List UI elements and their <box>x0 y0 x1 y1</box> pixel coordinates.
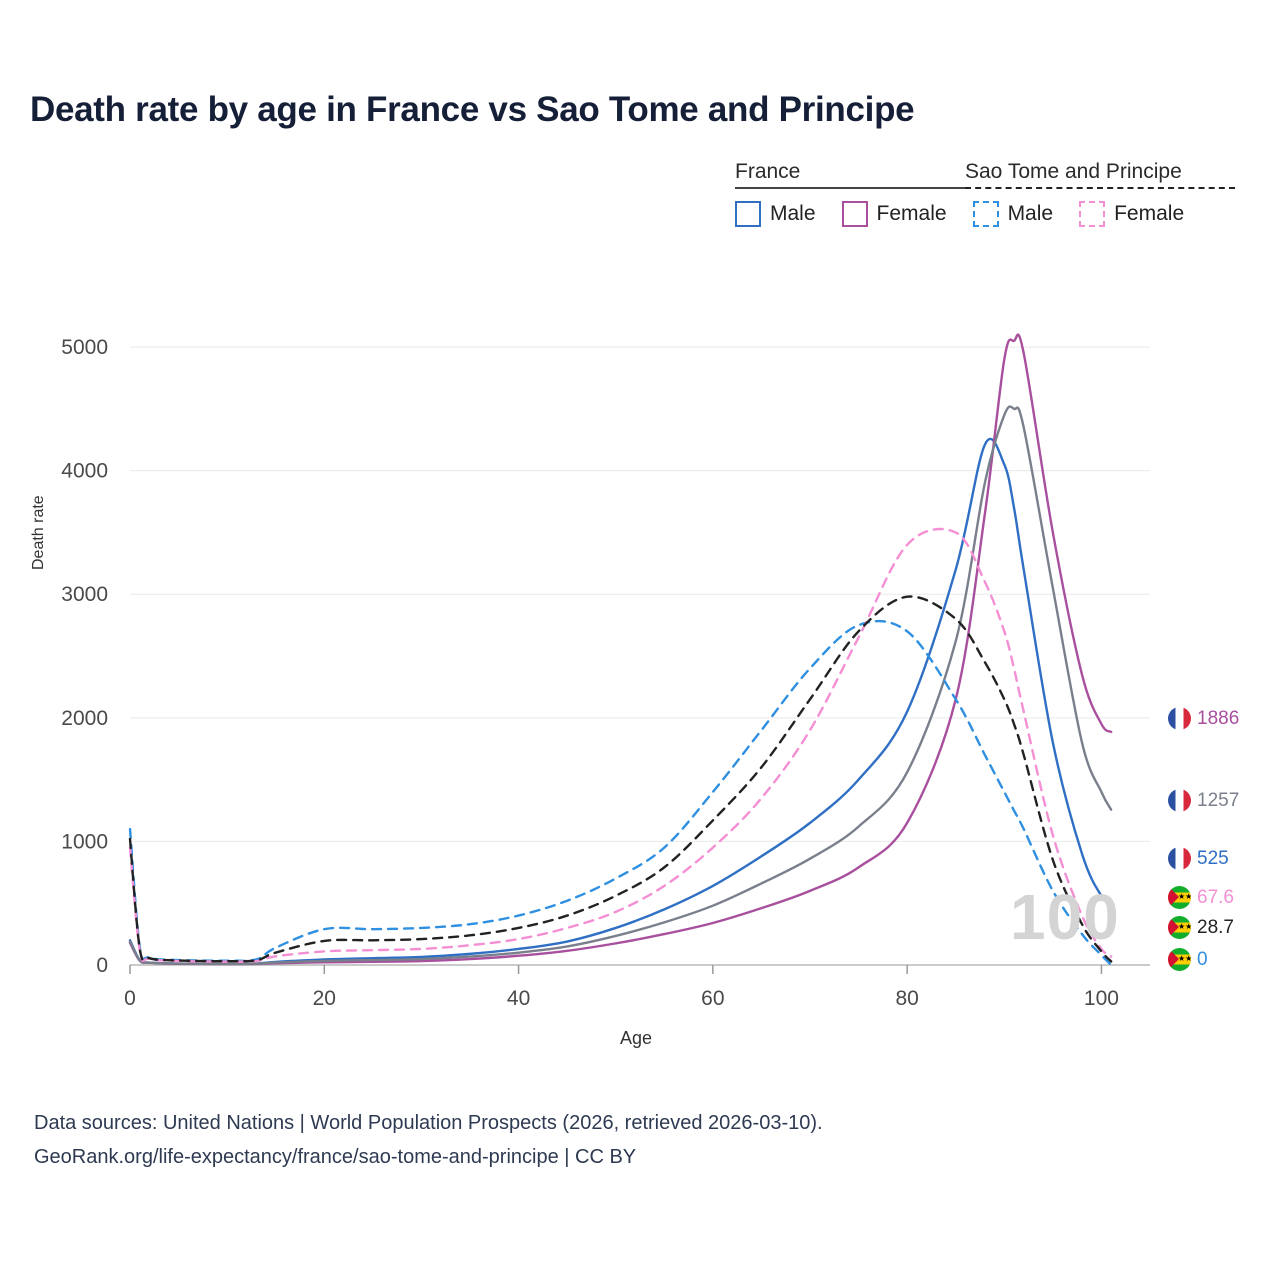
y-axis-tick-label: 4000 <box>61 459 108 483</box>
y-axis-tick-label: 2000 <box>61 706 108 730</box>
legend-label: Male <box>1007 202 1054 225</box>
series-end-label <box>1168 948 1208 971</box>
y-axis-tick-label: 0 <box>96 954 108 977</box>
y-axis-tick-label: 3000 <box>61 583 108 607</box>
chart-footer <box>34 1106 823 1174</box>
legend-label: Female <box>1114 202 1185 225</box>
series-end-label <box>1168 916 1234 939</box>
x-axis-tick-label: 40 <box>506 987 531 1010</box>
series-line <box>130 407 1111 964</box>
series-end-label <box>1168 789 1239 812</box>
series-line <box>130 439 1111 964</box>
sao-tome-flag-icon <box>1168 886 1191 909</box>
france-flag-icon <box>1168 847 1191 870</box>
series-end-label <box>1168 707 1239 730</box>
series-end-value: 1257 <box>1197 789 1240 811</box>
series-line <box>130 621 1111 965</box>
x-axis-tick-label: 60 <box>701 987 725 1010</box>
france-flag-icon <box>1168 789 1191 812</box>
series-end-value: 1886 <box>1197 707 1240 729</box>
x-axis-tick-label: 0 <box>124 987 136 1010</box>
y-axis-title: Death rate <box>30 495 47 570</box>
series-line <box>130 597 1111 962</box>
series-end-label <box>1168 886 1234 909</box>
series-end-value: 28.7 <box>1197 916 1234 938</box>
y-axis-tick-label: 1000 <box>61 830 108 854</box>
series-end-value: 0 <box>1197 948 1208 970</box>
series-end-value: 67.6 <box>1197 886 1234 908</box>
legend-label: Female <box>876 202 947 225</box>
x-axis-tick-label: 100 <box>1083 987 1119 1010</box>
watermark: 100 <box>1010 881 1120 953</box>
x-axis-title: Age <box>620 1028 653 1048</box>
x-axis-tick-label: 80 <box>895 987 919 1010</box>
legend-heading-sao-tome: Sao Tome and Principe <box>965 160 1235 189</box>
footer-line-1: Data sources: United Nations | World Population Prospects (2026, retrieved 2026-03-10). <box>34 1112 823 1134</box>
sao-tome-flag-icon <box>1168 916 1191 939</box>
france-flag-icon <box>1168 707 1191 730</box>
series-line <box>130 335 1111 964</box>
x-axis-tick-label: 20 <box>312 987 336 1010</box>
series-end-value: 525 <box>1197 847 1229 869</box>
y-axis-tick-label: 5000 <box>61 336 108 360</box>
page-title: Death rate by age in France vs Sao Tome and Principe <box>30 90 915 129</box>
sao-tome-flag-icon <box>1168 948 1191 971</box>
legend-label: Male <box>770 202 816 225</box>
legend-heading-france: France <box>735 160 965 189</box>
footer-line-2: GeoRank.org/life-expectancy/france/sao-tome-and-principe | CC BY <box>34 1146 637 1168</box>
series-end-label <box>1168 847 1229 870</box>
